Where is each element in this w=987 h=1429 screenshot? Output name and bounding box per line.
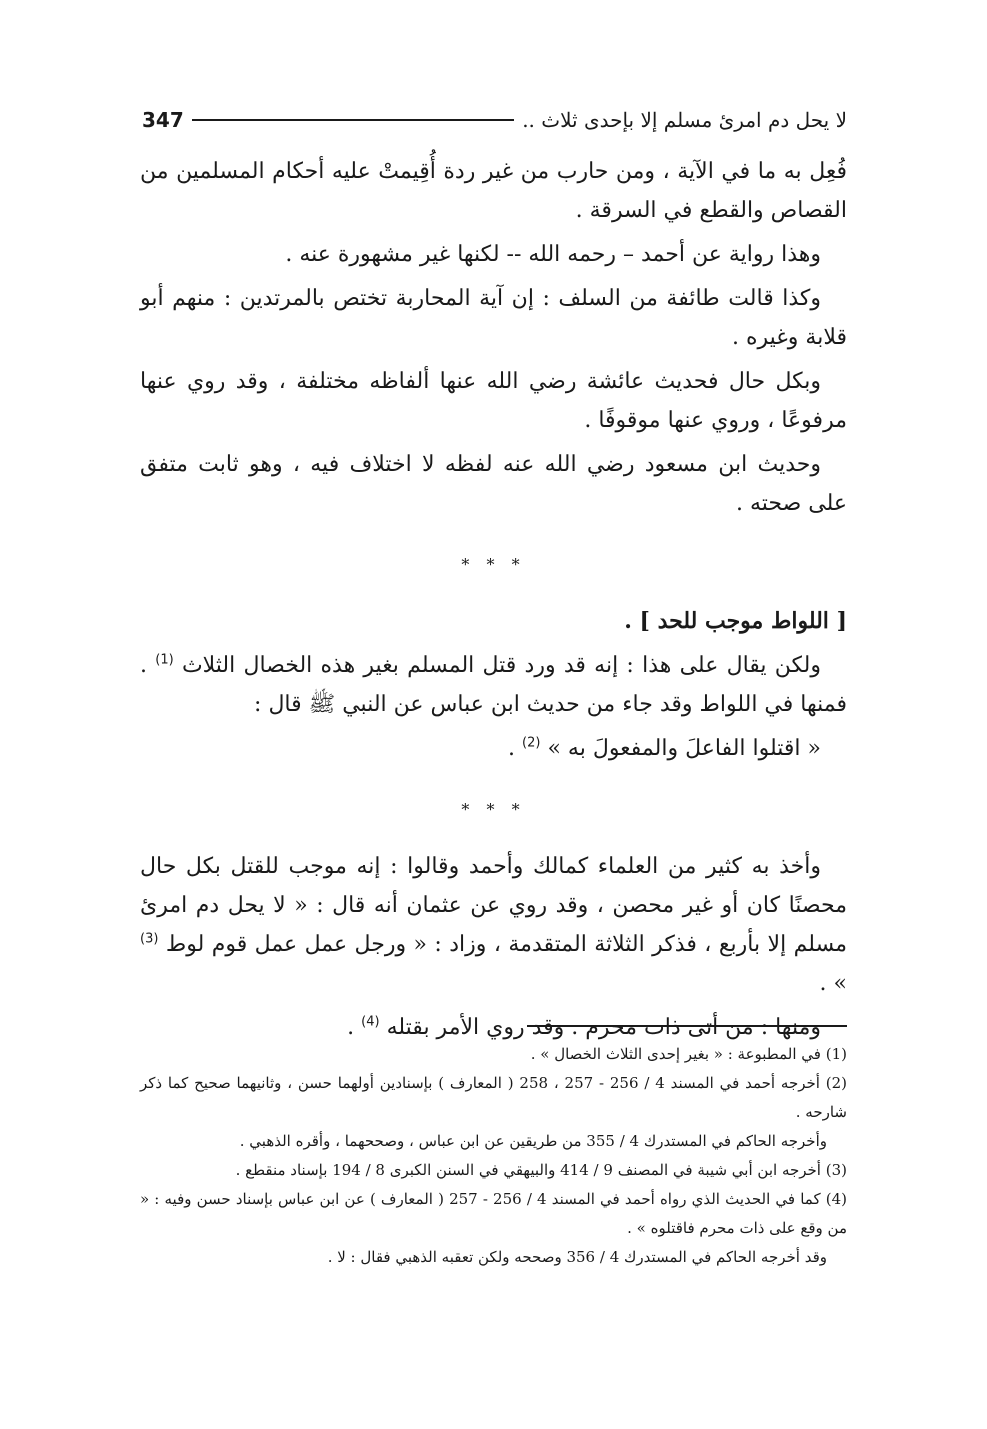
paragraph-text: ولكن يقال على هذا : إنه قد ورد قتل المسلم بغير هذه الخصال الثلاث	[181, 653, 821, 678]
main-text	[140, 152, 847, 1052]
section-separator: * * *	[461, 800, 526, 819]
header-rule	[192, 119, 514, 121]
footnote-ref: (2)	[522, 735, 541, 751]
paragraph-text: . فمنها في اللواط وقد جاء من حديث ابن عباس عن النبي ﷺ قال :	[140, 653, 847, 717]
footnote-continuation: وأخرجه الحاكم في المستدرك 4 / 355 من طريقين عن ابن عباس ، وصححهما ، وأقره الذهبي .	[239, 1132, 827, 1150]
paragraph-text: .	[347, 1015, 355, 1040]
footnote-continuation: وقد أخرجه الحاكم في المستدرك 4 / 356 وصححه ولكن تعقبه الذهبي فقال : لا .	[327, 1248, 827, 1266]
paragraph-text: » .	[819, 971, 847, 996]
footnote-ref: (3)	[140, 931, 159, 947]
paragraph: وحديث ابن مسعود رضي الله عنه لفظه لا اختلاف فيه ، وهو ثابت متفق على صحته .	[140, 452, 847, 516]
paragraph: وكذا قالت طائفة من السلف : إن آية المحاربة تختص بالمرتدين : منهم أبو قلابة وغيره .	[140, 286, 847, 350]
footnote-ref: (4)	[361, 1014, 380, 1030]
footnote: (2) أخرجه أحمد في المسند 4 / 256 - 257 ، 258 ( المعارف ) بإسنادين أولهما حسن ، وثانيهما صحيح كما ذكر شارحه .	[140, 1074, 848, 1121]
footnote: (3) أخرجه ابن أبي شيبة في المصنف 9 / 414 والبيهقي في السنن الكبرى 8 / 194 بإسناد منقطع .	[235, 1161, 847, 1179]
footnotes	[140, 1040, 847, 1272]
paragraph-text: ومنها : من أتى ذات محرم . وقد روي الأمر بقتله	[386, 1015, 821, 1040]
quote-text: « اقتلوا الفاعلَ والمفعولَ به »	[547, 736, 821, 761]
paragraph-text: وأخذ به كثير من العلماء كمالك وأحمد وقالوا : إنه موجب للقتل بكل حال محصنًا كان أو غير محصن ، وقد روي عن عثمان أنه قال : « لا يحل دم امرئ مسلم إلا بأربع ، فذكر الثلاثة المتقدمة ، وزاد : « ورجل عمل عمل قوم لوط	[140, 854, 847, 957]
paragraph	[140, 847, 847, 1003]
hadith-quote	[140, 729, 847, 768]
paragraph-text: .	[508, 736, 516, 761]
page-header	[142, 104, 847, 136]
footnote: (4) كما في الحديث الذي رواه أحمد في المسند 4 / 256 - 257 ( المعارف ) عن ابن عباس بإسناد حسن وفيه : « من وقع على ذات محرم فاقتلوه » .	[140, 1190, 848, 1237]
paragraph: فُعِل به ما في الآية ، ومن حارب من غير ردة أُقِيمتْ عليه أحكام المسلمين من القصاص والقطع في السرقة .	[140, 159, 847, 223]
paragraph	[140, 646, 847, 724]
paragraph: وهذا رواية عن أحمد – رحمه الله -- لكنها غير مشهورة عنه .	[285, 242, 821, 267]
page-number: 347	[142, 108, 184, 132]
section-separator: * * *	[461, 555, 526, 574]
footnote-separator	[527, 1025, 847, 1027]
running-title: لا يحل دم امرئ مسلم إلا بإحدى ثلاث ..	[522, 108, 847, 132]
paragraph: وبكل حال فحديث عائشة رضي الله عنها ألفاظه مختلفة ، وقد روي عنها مرفوعًا ، وروي عنها موقوفًا .	[140, 369, 847, 433]
footnote-ref: (1)	[155, 652, 174, 668]
section-heading: [ اللواط موجب للحد ] .	[624, 608, 847, 634]
footnote: (1) في المطبوعة : « بغير إحدى الثلاث الخصال » .	[530, 1045, 847, 1063]
